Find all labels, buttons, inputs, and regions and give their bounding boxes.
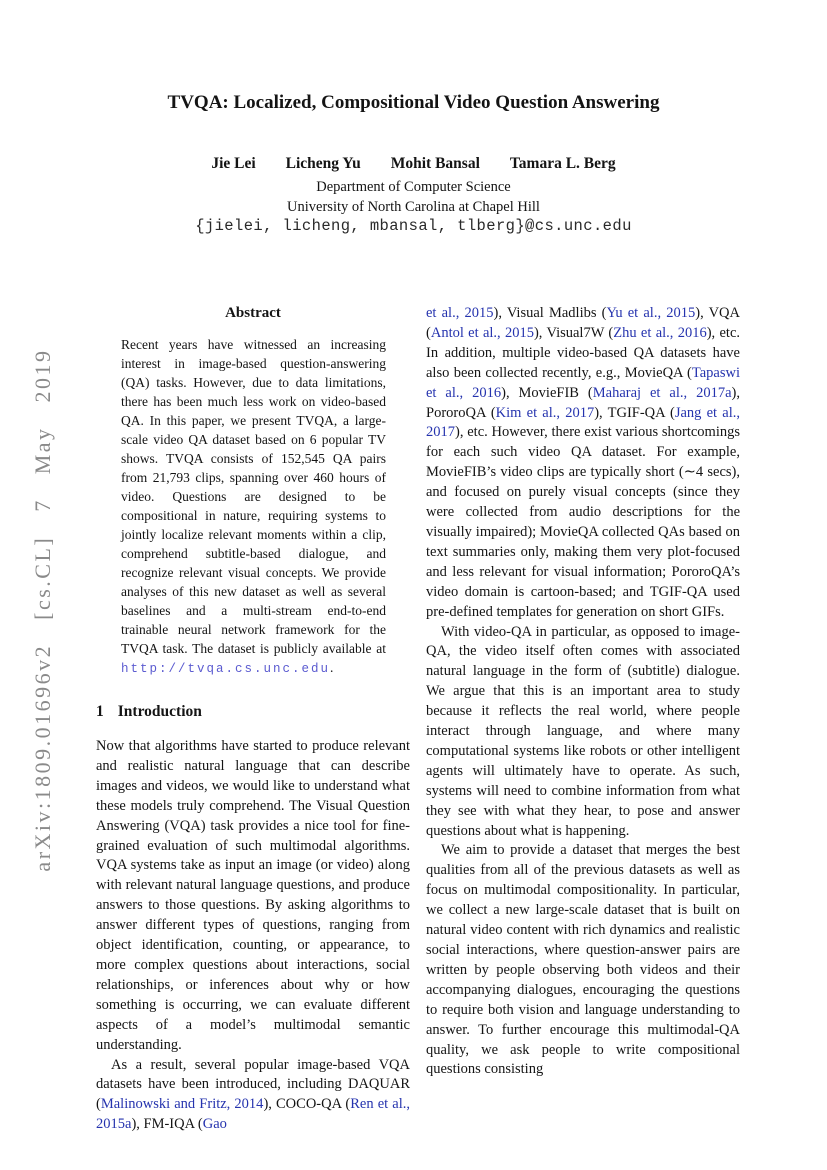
text-run: ), Visual7W ( <box>533 324 614 341</box>
text-run: ), VQA ( <box>426 305 740 341</box>
author-name: Tamara L. Berg <box>509 155 616 172</box>
text-run: ), COCO-QA ( <box>263 1096 351 1113</box>
paragraph <box>96 1056 410 1136</box>
citation-link[interactable]: et al., 2015 <box>426 305 494 321</box>
section-heading-introduction <box>96 702 410 722</box>
citation-link[interactable]: Antol et al., 2015 <box>430 324 534 341</box>
left-column-paragraphs <box>96 737 410 1135</box>
citation-link[interactable]: Maharaj et al., 2017a <box>592 384 732 401</box>
paragraph <box>96 737 410 1056</box>
abstract-body <box>121 335 386 679</box>
author-line <box>0 155 827 173</box>
affiliation-university: University of North Carolina at Chapel Hill <box>287 199 540 215</box>
affiliation-department: Department of Computer Science <box>316 179 511 195</box>
arxiv-watermark: arXiv:1809.01696v2 [cs.CL] 7 May 2019 <box>30 348 55 872</box>
text-run: ), etc. However, there exist various shortcomings for each such video QA dataset. For example, MovieFIB’s video clips are typically short (∼4 secs), and focused on purely visual concepts (since they were collected from audio descriptions for the visually impaired); MovieQA collected QAs based on text summaries only, making them very plot-focused and less relevant for visual information; PororoQA’s video domain is cartoon-based; and TGIF-QA used pre-defined templates for generation on short GIFs. <box>426 424 740 620</box>
author-name: Jie Lei <box>211 155 256 172</box>
paragraph <box>426 841 740 1080</box>
two-column-body <box>96 304 740 1135</box>
citation-link[interactable]: Jang et al., 2017 <box>426 404 740 441</box>
paragraph <box>426 623 740 842</box>
url-link[interactable]: http://tvqa.cs.unc.edu <box>121 662 331 676</box>
text-run: Recent years have witnessed an increasing interest in image-based question-answering (QA) tasks. However, due to data limitations, there has been much less work on video-based QA. In this paper, we present TVQA, a large-scale video QA dataset based on 6 popular TV shows. TVQA consists of 152,545 QA pairs from 21,793 clips, spanning over 460 hours of video. Questions are designed to be compositional in nature, requiring systems to jointly localize relevant moments within a clip, comprehend subtitle-based dialogue, and recognize relevant visual concepts. We provide analyses of this new dataset as well as several baselines and a multi-stream end-to-end trainable neural network framework for the TVQA task. The dataset is publicly available at <box>121 337 386 656</box>
text-run: We aim to provide a dataset that merges the best qualities from all of the previous datasets as well as focus on multimodal compositionality. In particular, we collect a new large-scale dataset that is built on natural video content with rich dynamics and realistic social interactions, where question-answer pairs are written by people observing both videos and their accompanying dialogues, encouraging the questions to require both vision and language understanding to answer. To further encourage this multimodal-QA quality, we ask people to write compositional questions consisting <box>426 842 740 1078</box>
paper-title: TVQA: Localized, Compositional Video Question Answering <box>167 92 660 113</box>
author-name: Licheng Yu <box>285 155 361 172</box>
citation-link[interactable]: Tapaswi et al., 2016 <box>426 364 740 401</box>
citation-link[interactable]: Yu et al., 2015 <box>606 305 696 321</box>
text-run: ), etc. In addition, multiple video-based QA datasets have also been collected recently, e.g., MovieQA ( <box>426 324 740 381</box>
citation-link[interactable]: Zhu et al., 2016 <box>613 324 707 341</box>
text-run: ), FM-IQA ( <box>131 1116 203 1133</box>
text-run: Now that algorithms have started to produce relevant and realistic natural language that can describe images and videos, we would like to understand what these models truly comprehend. The Visual Question Answering (VQA) task provides a nice tool for fine-grained evaluation of such multimodal algorithms. VQA systems take as input an image (or video) along with relevant natural language questions, and produce answers to those questions. By asking algorithms to answer different types of questions, ranging from object identification, counting, or appearance, to more complex questions about interactions, social relationships, or inferences about why or how something is occurring, we can evaluate different aspects of a model’s multimodal semantic understanding. <box>96 738 410 1053</box>
citation-link[interactable]: Malinowski and Fritz, 2014 <box>100 1096 264 1113</box>
section-number: 1 <box>96 703 104 720</box>
text-run: ), TGIF-QA ( <box>594 404 675 421</box>
right-column <box>426 304 740 1135</box>
left-column <box>96 304 410 1135</box>
text-run: ), PororoQA ( <box>426 384 740 421</box>
citation-link[interactable]: Ren et al., 2015a <box>96 1096 410 1133</box>
citation-link[interactable]: Kim et al., 2017 <box>495 404 595 421</box>
text-run: With video-QA in particular, as opposed to image-QA, the video itself often comes with associated natural language in the form of (subtitle) dialogue. We argue that this is an important area to study because it reflects the real world, where people interact through language, and where many computational systems like robots or other intelligent agents will ultimately have to operate. As such, systems will need to combine information from what they see with what they hear, to pose and answer questions about what is happening. <box>426 623 740 839</box>
abstract-heading: Abstract <box>225 305 281 321</box>
text-run: . <box>330 660 334 675</box>
text-run: ), MovieFIB ( <box>501 384 593 401</box>
section-title: Introduction <box>117 703 202 720</box>
author-name: Mohit Bansal <box>390 155 480 172</box>
text-run: ), Visual Madlibs ( <box>493 305 607 321</box>
paragraph <box>426 304 740 623</box>
author-emails: {jielei, licheng, mbansal, tlberg}@cs.unc.edu <box>195 217 632 235</box>
text-run: As a result, several popular image-based VQA datasets have been introduced, including DAQUAR ( <box>96 1056 410 1113</box>
citation-link[interactable]: Gao <box>202 1116 227 1133</box>
